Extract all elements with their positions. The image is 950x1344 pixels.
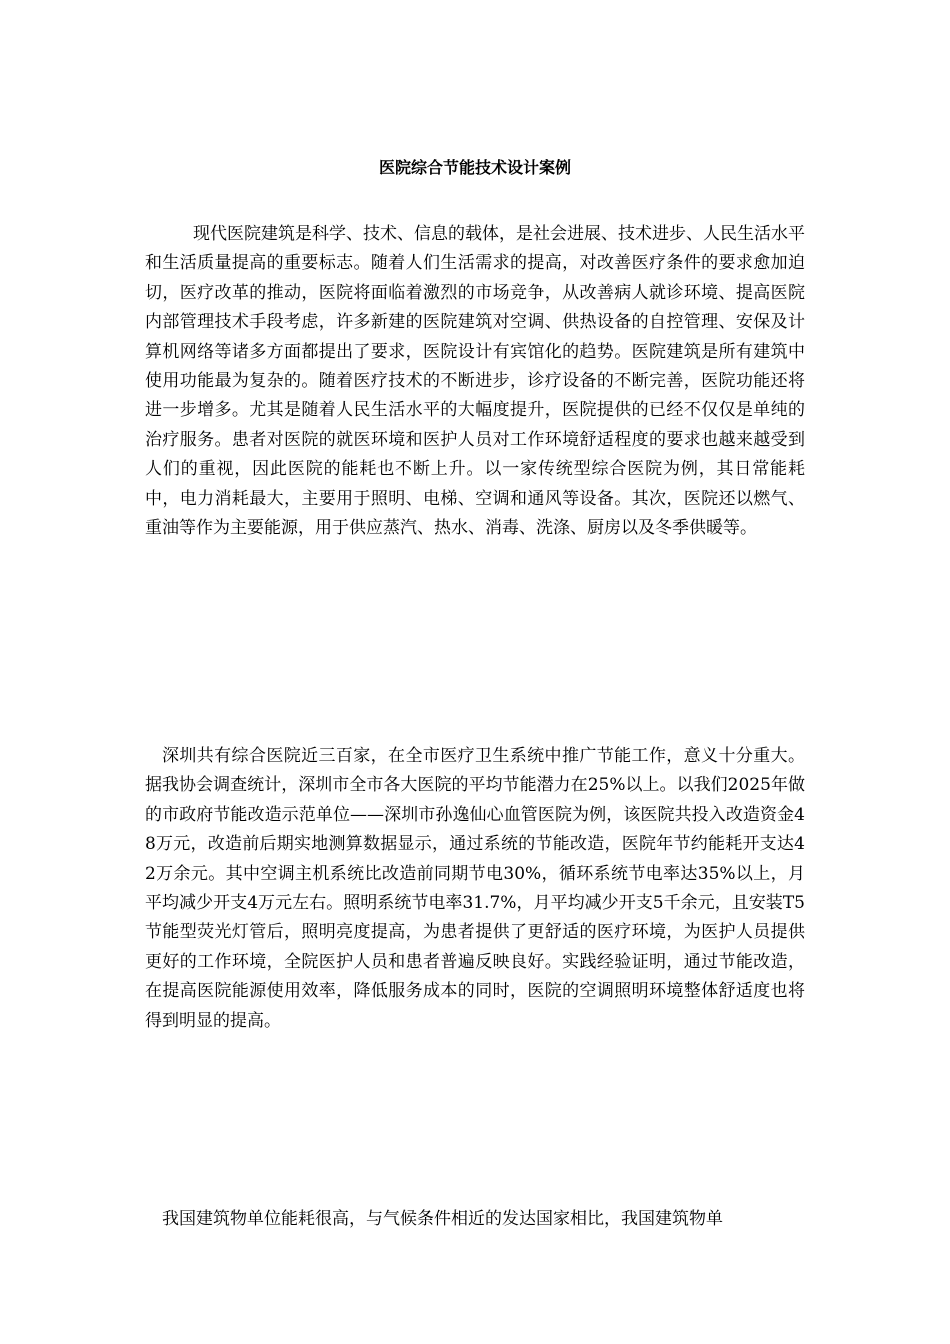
paragraph-building-energy: 我国建筑物单位能耗很高，与气候条件相近的发达国家相比，我国建筑物单 bbox=[162, 1209, 723, 1229]
paragraph-shenzhen-case: 深圳共有综合医院近三百家，在全市医疗卫生系统中推广节能工作，意义十分重大。据我协会调查统计，深圳市全市各大医院的平均节能潜力在25%以上。以我们2025年做的市政府节能改造示范单位——深圳市孙逸仙心血管医院为例，该医院共投入改造资金48万元，改造前后期实地测算数据显示，通过系统的节能改造，医院年节约能耗开支达42万余元。其中空调主机系统比改造前同期节电30%，循环系统节电率达35%以上，月平均减少开支4万元左右。照明系统节电率31.7%，月平均减少开支5千余元，且安装T5节能型荧光灯管后，照明亮度提高，为患者提供了更舒适的医疗环境，为医护人员提供更好的工作环境，全院医护人员和患者普遍反映良好。实践经验证明，通过节能改造，在提高医院能源使用效率，降低服务成本的同时，医院的空调照明环境整体舒适度也将得到明显的提高。 bbox=[145, 746, 805, 1031]
document-page bbox=[145, 0, 805, 1344]
paragraph-hospital-building: 现代医院建筑是科学、技术、信息的载体，是社会进展、技术进步、人民生活水平和生活质量提高的重要标志。随着人们生活需求的提高，对改善医疗条件的要求愈加迫切，医疗改革的推动，医院将面临着激烈的市场竞争，从改善病人就诊环境、提高医院内部管理技术手段考虑，许多新建的医院建筑对空调、供热设备的自控管理、安保及计算机网络等诸多方面都提出了要求，医院设计有宾馆化的趋势。医院建筑是所有建筑中使用功能最为复杂的。随着医疗技术的不断进步，诊疗设备的不断完善，医院功能还将进一步增多。尤其是随着人民生活水平的大幅度提升，医院提供的已经不仅仅是单纯的治疗服务。患者对医院的就医环境和医护人员对工作环境舒适程度的要求也越来越受到人们的重视，因此医院的能耗也不断上升。以一家传统型综合医院为例，其日常能耗中，电力消耗最大，主要用于照明、电梯、空调和通风等设备。其次，医院还以燃气、重油等作为主要能源，用于供应蒸汽、热水、消毒、洗涤、厨房以及冬季供暖等。 bbox=[145, 224, 805, 539]
document-title: 医院综合节能技术设计案例 bbox=[378, 158, 571, 177]
